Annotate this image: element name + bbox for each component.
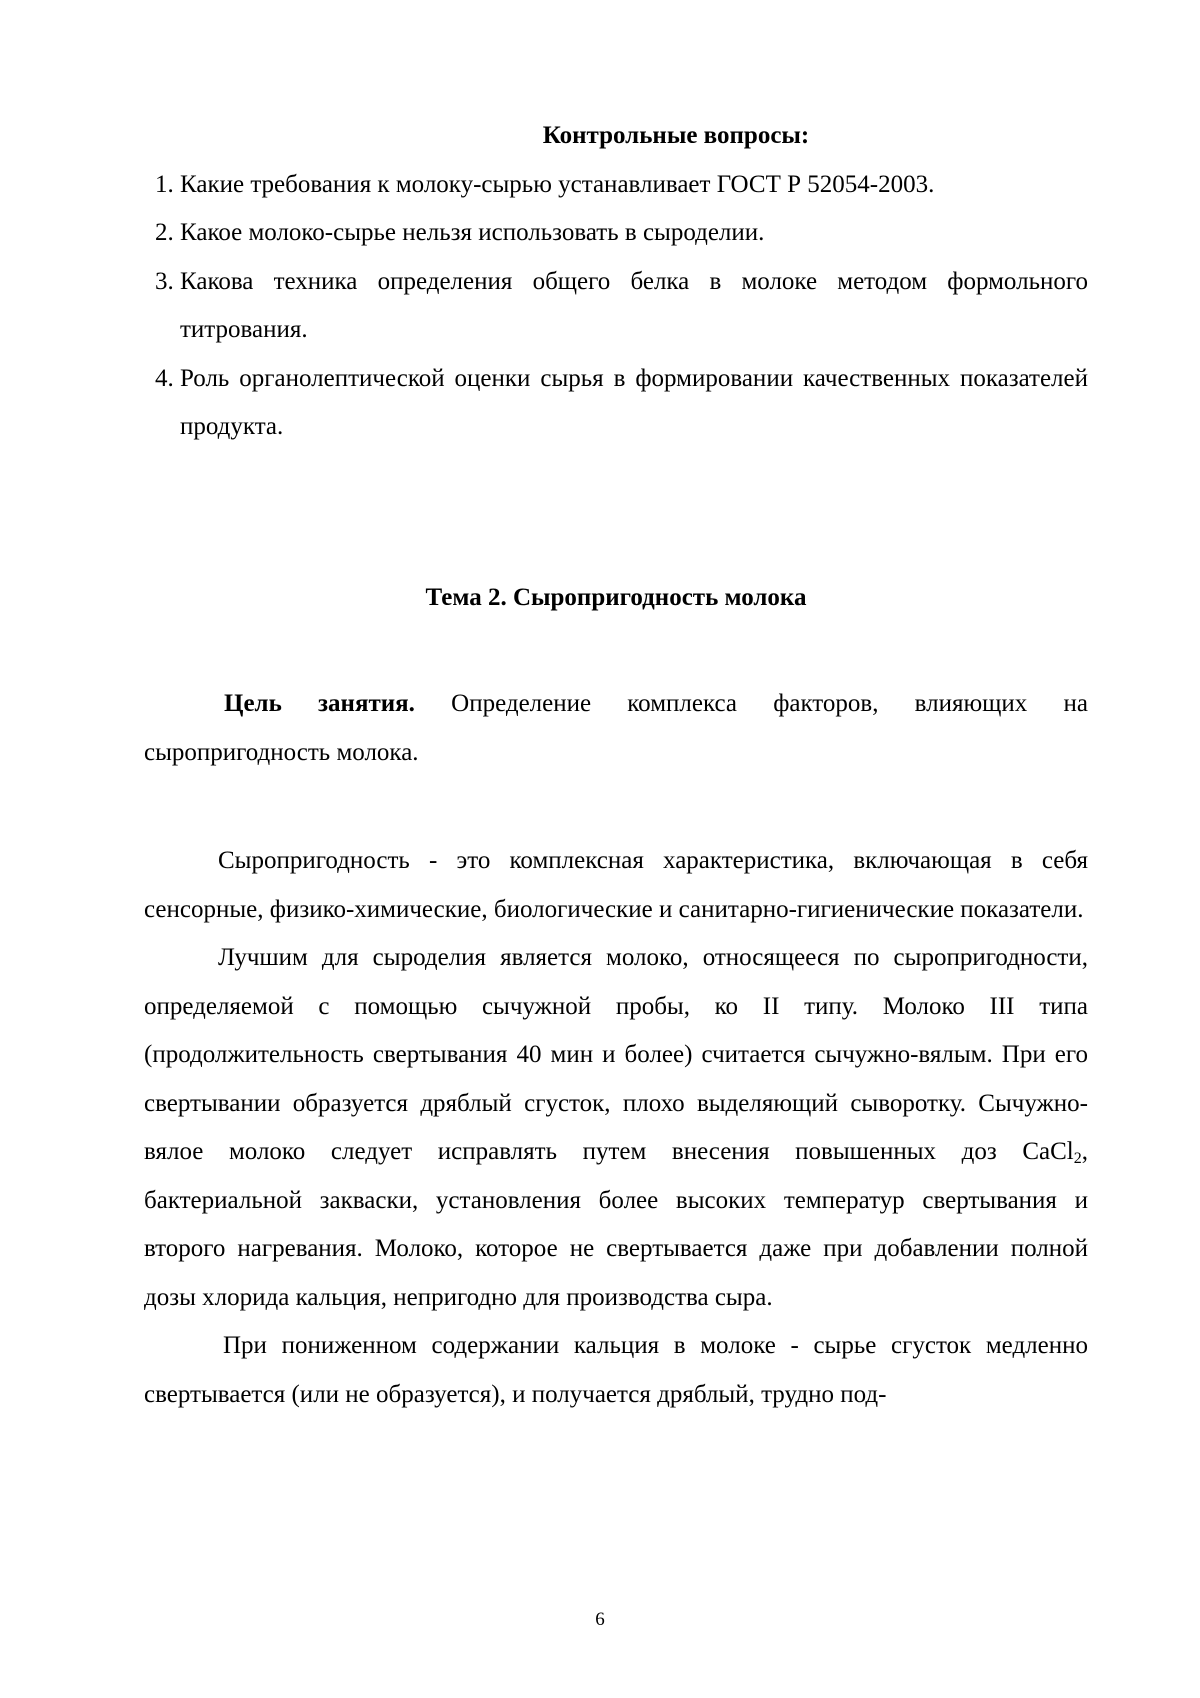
control-questions-list xyxy=(144,161,1088,452)
definition-paragraph: Сыропригодность - это комплексная характеристика, включающая в себя сенсорные, физико-химические, биологические и санитарно-гигиенические показатели. xyxy=(144,847,1088,923)
control-questions-heading: Контрольные вопросы: xyxy=(542,122,810,149)
best-milk-text-2: , бактериальной закваски, установления более высоких температур свертывания и второго нагревания. Молоко, которое не свертывается даже при добавлении полной дозы хлорида кальция, непригодно для производства сыра. xyxy=(144,1138,1088,1311)
calcium-paragraph: При пониженном содержании кальция в молоке - сырье сгусток медленно свертывается (или не образуется), и получается дряблый, трудно под- xyxy=(144,1332,1088,1408)
topic-heading: Тема 2. Сыропригодность молока xyxy=(425,583,807,611)
best-milk-text-1: Лучшим для сыроделия является молоко, относящееся по сыропригодности, определяемой с помощью сычужной пробы, ко II типу. Молоко III типа (продолжительность свертывания 40 мин и более) считается сычужно-вялым. При его свертывании образуется дряблый сгусток, плохо выделяющий сыворотку. Сычужно-вялое молоко следует исправлять путем внесения повышенных доз CaCl xyxy=(144,944,1088,1165)
question-item: 3. Какова техника определения общего белка в молоке методом формольного титрования. xyxy=(180,258,1088,355)
best-milk-paragraph xyxy=(144,934,1088,1322)
goal-paragraph xyxy=(144,680,1088,777)
cacl2-subscript: 2 xyxy=(1073,1150,1082,1167)
question-item: 1. Какие требования к молоку-сырью устанавливает ГОСТ Р 52054-2003. xyxy=(180,161,1088,210)
page-number: 6 xyxy=(595,1609,605,1630)
question-item: 4. Роль органолептической оценки сырья в формировании качественных показателей продукта. xyxy=(180,355,1088,452)
goal-label: Цель занятия. xyxy=(224,690,415,717)
page-content xyxy=(144,112,1088,1419)
goal-text: Определение комплекса факторов, влияющих на сыропригодность молока. xyxy=(144,690,1088,766)
question-item: 2. Какое молоко-сырье нельзя использовать в сыроделии. xyxy=(180,209,1088,258)
